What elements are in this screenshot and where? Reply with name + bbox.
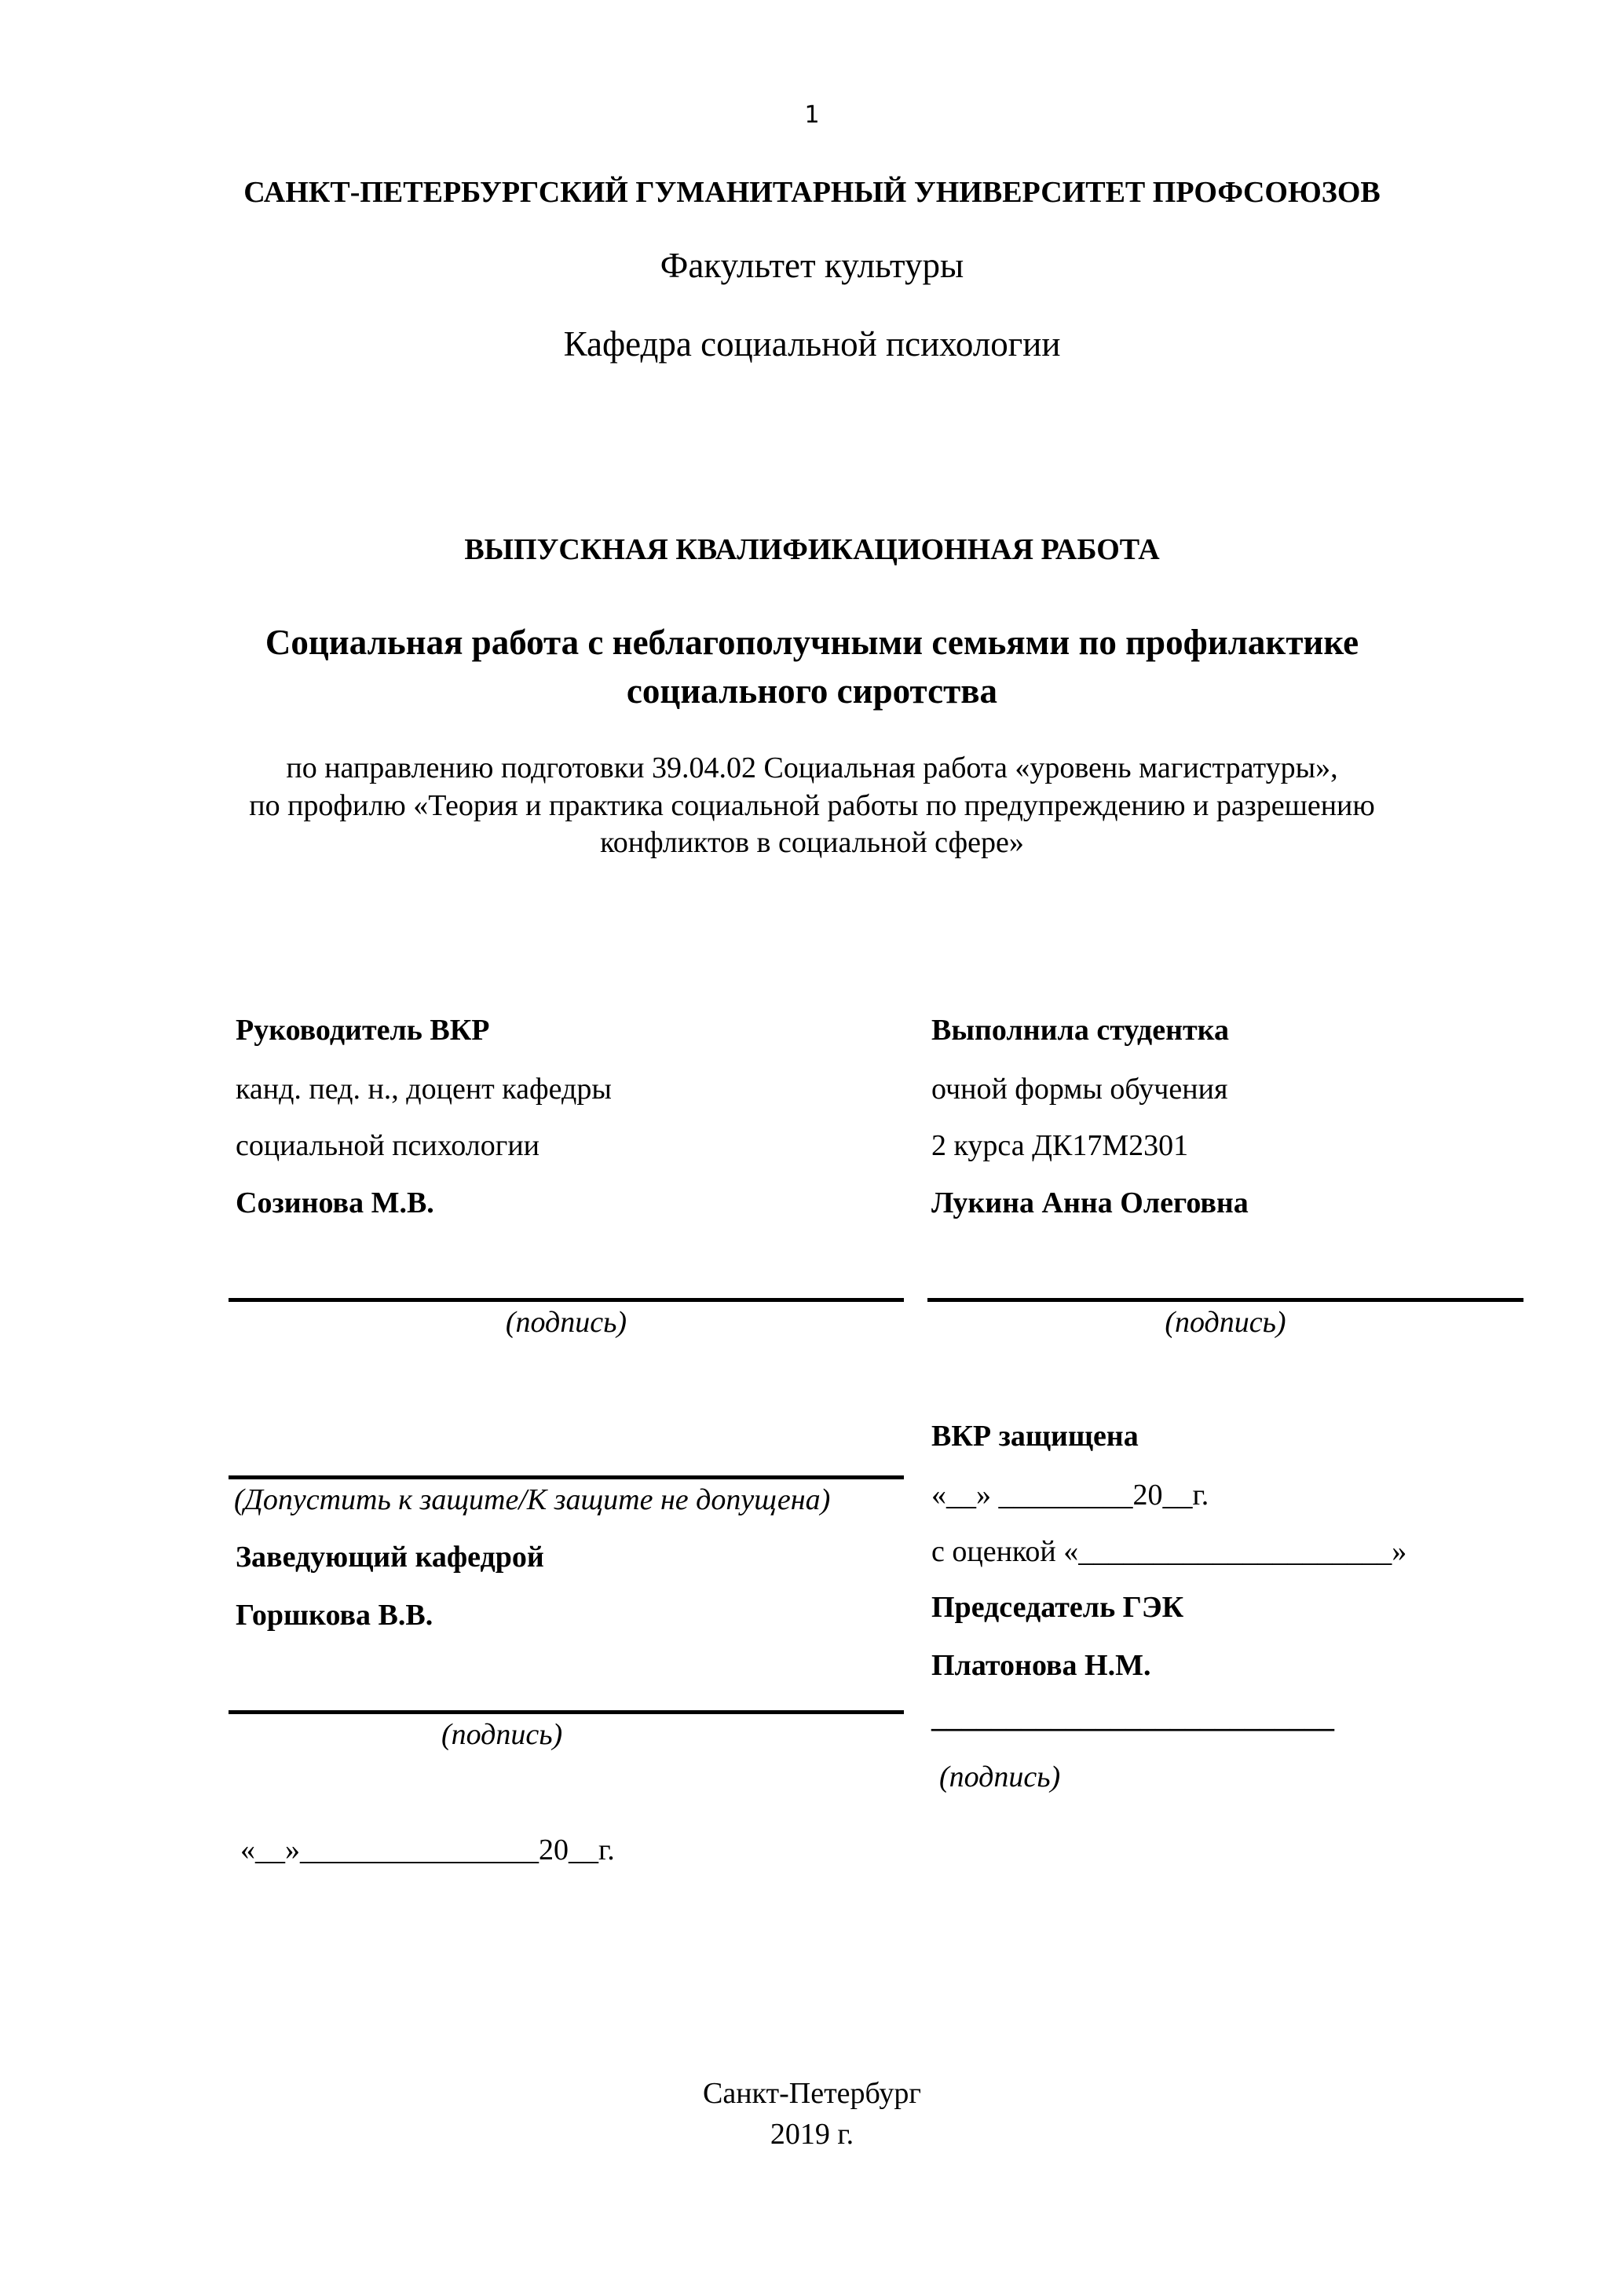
supervisor-signature-label: (подпись) <box>505 1306 627 1339</box>
admission-date: «__»________________20__г. <box>240 1834 615 1866</box>
university-name: САНКТ-ПЕТЕРБУРГСКИЙ ГУМАНИТАРНЫЙ УНИВЕРСИТЕТ ПРОФСОЮЗОВ <box>243 176 1381 209</box>
department: Кафедра социальной психологии <box>563 324 1061 364</box>
direction-line3: конфликтов в социальной сфере» <box>600 826 1024 859</box>
head-signature-line <box>229 1710 904 1714</box>
supervisor-heading: Руководитель ВКР <box>236 1014 490 1047</box>
defense-heading: ВКР защищена <box>931 1420 1139 1453</box>
direction-line2: по профилю «Теория и практика социальной работы по предупреждению и разрешению <box>249 789 1375 822</box>
faculty: Факультет культуры <box>660 246 964 285</box>
supervisor-name: Созинова М.В. <box>236 1186 434 1219</box>
head-title: Заведующий кафедрой <box>236 1541 544 1574</box>
student-group: 2 курса ДК17М2301 <box>931 1129 1189 1162</box>
gek-signature-label: (подпись) <box>939 1760 1061 1793</box>
student-signature-line <box>927 1298 1523 1302</box>
head-name: Горшкова В.В. <box>236 1599 433 1632</box>
work-title-line2: социального сиротства <box>626 671 998 711</box>
student-study-form: очной формы обучения <box>931 1073 1228 1106</box>
student-name: Лукина Анна Олеговна <box>931 1186 1249 1219</box>
page-number: 1 <box>804 101 820 129</box>
defense-grade: с оценкой «_____________________» <box>931 1535 1407 1568</box>
work-title-line1: Социальная работа с неблагополучными семьями по профилактике <box>265 623 1359 662</box>
gek-chair-title: Председатель ГЭК <box>931 1591 1184 1624</box>
head-signature-label: (подпись) <box>441 1718 563 1751</box>
city: Санкт-Петербург <box>702 2077 922 2110</box>
admission-line <box>229 1475 904 1479</box>
gek-chair-name: Платонова Н.М. <box>931 1649 1151 1682</box>
student-signature-label: (подпись) <box>1165 1306 1286 1339</box>
year: 2019 г. <box>770 2118 854 2151</box>
work-type: ВЫПУСКНАЯ КВАЛИФИКАЦИОННАЯ РАБОТА <box>464 533 1160 566</box>
gek-signature-line: ___________________________ <box>931 1701 1334 1734</box>
supervisor-signature-line <box>229 1298 904 1302</box>
admission-label: (Допустить к защите/К защите не допущена) <box>234 1483 831 1516</box>
supervisor-degree: канд. пед. н., доцент кафедры <box>236 1073 612 1106</box>
supervisor-department: социальной психологии <box>236 1129 540 1162</box>
defense-date: «__» _________20__г. <box>931 1479 1209 1512</box>
direction-line1: по направлению подготовки 39.04.02 Социальная работа «уровень магистратуры», <box>286 751 1338 784</box>
student-heading: Выполнила студентка <box>931 1014 1229 1047</box>
